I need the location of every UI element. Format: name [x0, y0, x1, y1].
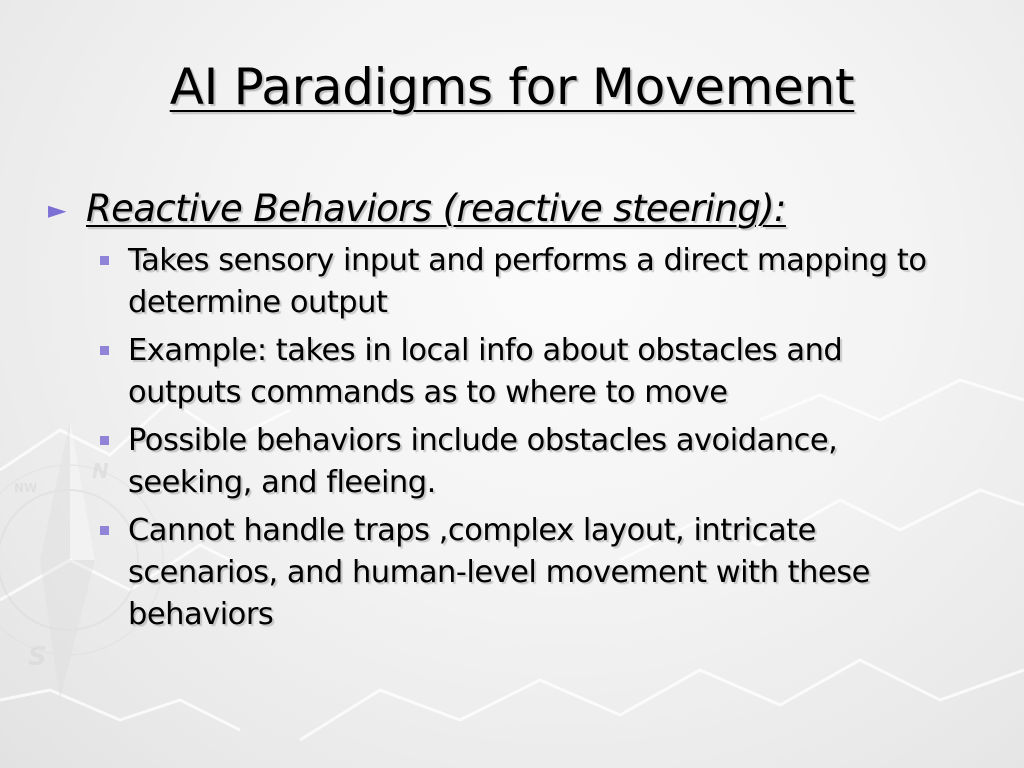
slide-title: AI Paradigms for Movement	[169, 58, 855, 116]
heading-bullet	[48, 186, 988, 236]
list-item	[96, 510, 956, 636]
list-item	[96, 330, 956, 414]
slide-content	[48, 186, 988, 642]
bullet-list	[96, 240, 956, 636]
bullet-text: Takes sensory input and performs a direct mapping to determine output	[128, 243, 927, 320]
list-item	[96, 240, 956, 324]
bullet-text: Possible behaviors include obstacles avoidance, seeking, and fleeing.	[128, 423, 838, 500]
svg-text:S: S	[28, 642, 47, 672]
square-bullet-icon	[96, 240, 128, 282]
bullet-text: Cannot handle traps ,complex layout, intricate scenarios, and human-level movement with these behaviors	[128, 513, 870, 632]
heading-text: Reactive Behaviors (reactive steering):	[86, 187, 786, 230]
svg-text:NW: NW	[14, 481, 38, 495]
svg-text:N: N	[92, 459, 109, 483]
right-triangle-bullet-icon: ►	[48, 196, 67, 224]
bullet-text: Example: takes in local info about obstacles and outputs commands as to where to move	[128, 333, 843, 410]
square-bullet-icon	[96, 420, 128, 462]
square-bullet-icon	[96, 510, 128, 552]
list-item	[96, 420, 956, 504]
square-bullet-icon	[96, 330, 128, 372]
